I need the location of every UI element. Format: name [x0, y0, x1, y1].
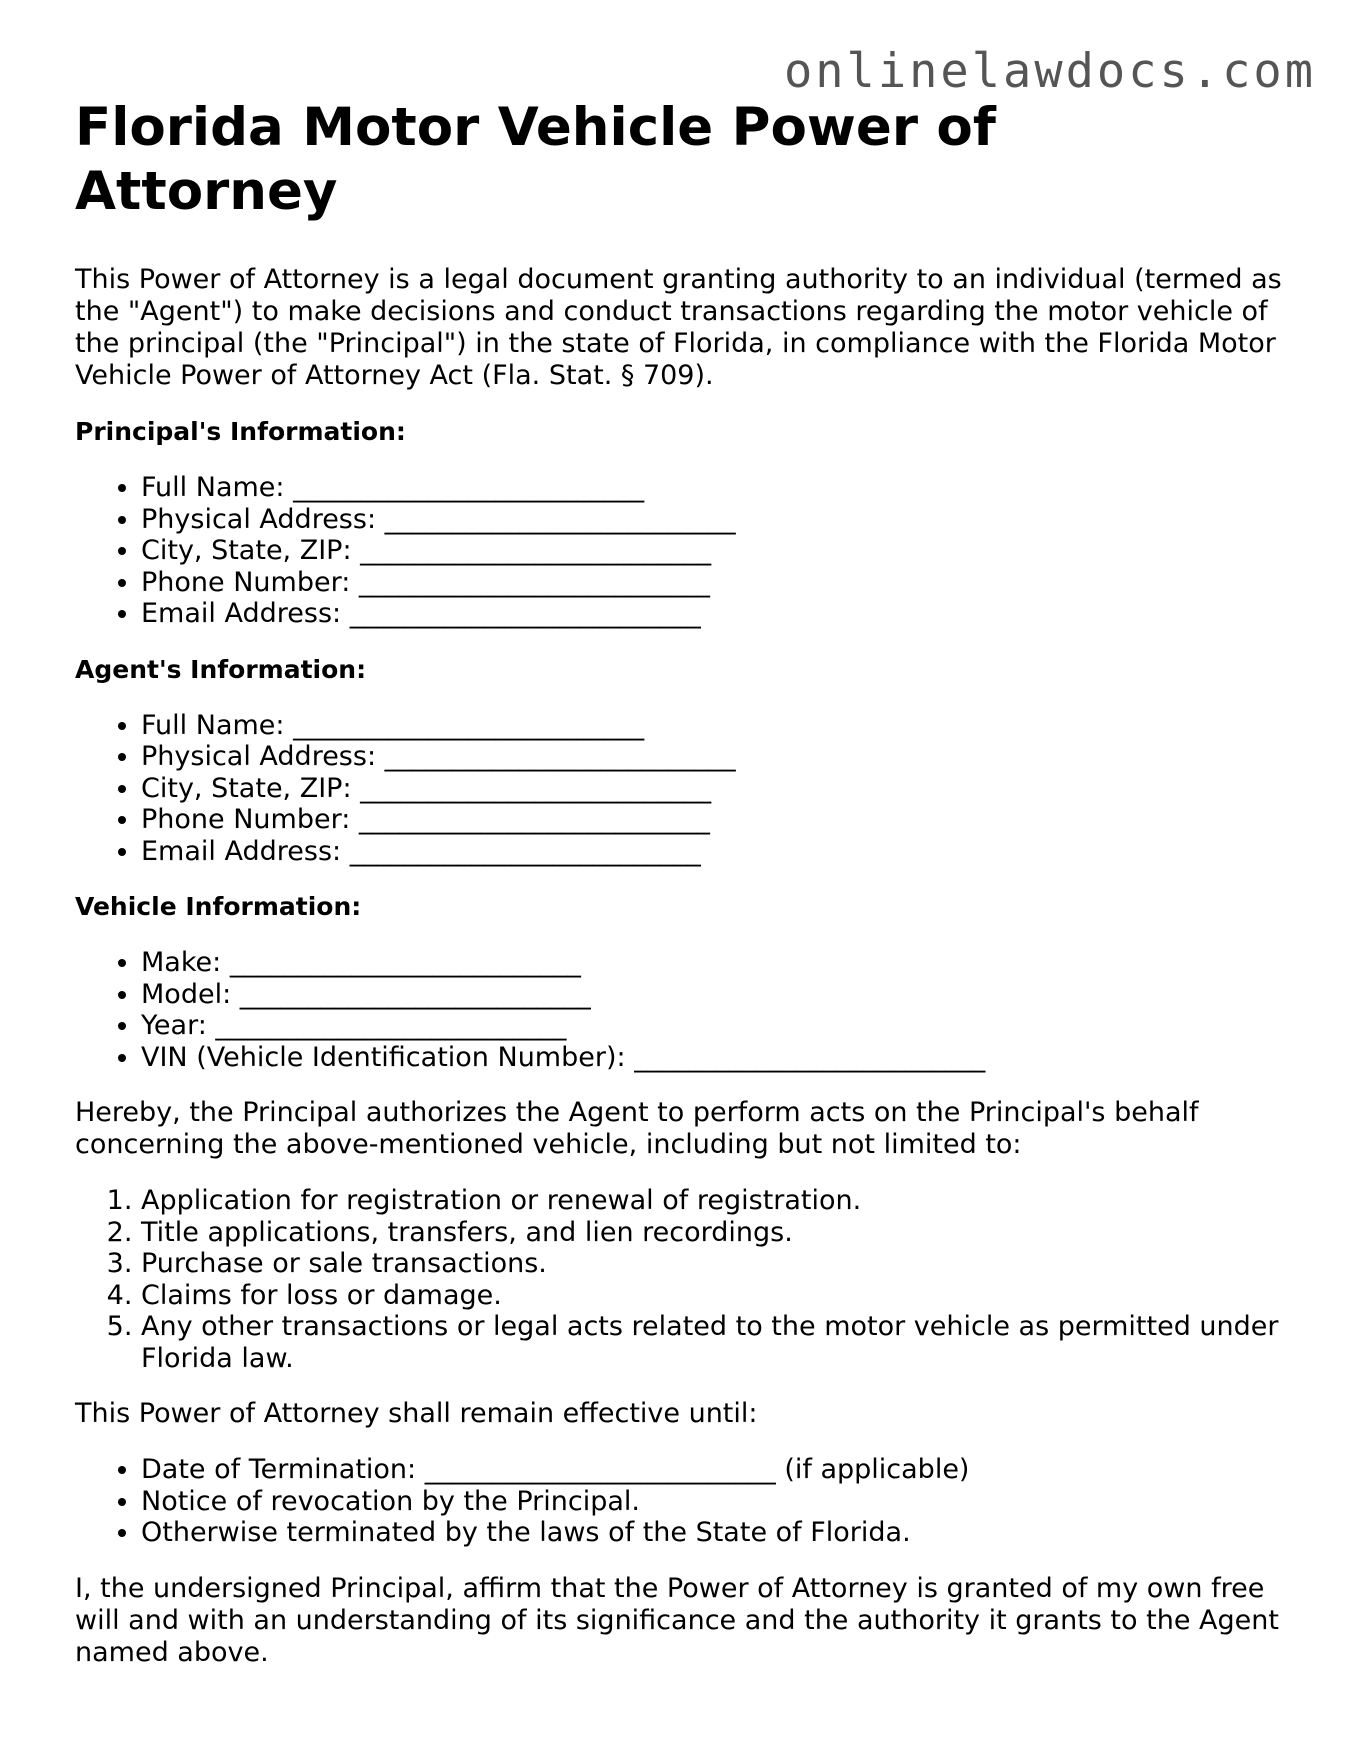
document-title: Florida Motor Vehicle Power of Attorney [75, 97, 996, 222]
agent-phone-field: • Phone Number: __________________________ [141, 804, 1285, 836]
principal-phone-field: • Phone Number: __________________________ [141, 567, 1285, 599]
watermark: onlinelawdocs.com [783, 44, 1316, 99]
authorized-acts-list [75, 1185, 1285, 1374]
termination-item: • Notice of revocation by the Principal. [141, 1486, 1285, 1518]
agent-fields [75, 710, 1285, 868]
blank-line[interactable]: __________________________ [293, 472, 645, 503]
vehicle-vin-field: • VIN (Vehicle Identification Number): __________________________ [141, 1042, 1285, 1074]
authorized-act: 5. Any other transactions or legal acts related to the motor vehicle as permitted under Florida law. [141, 1311, 1285, 1374]
blank-line[interactable]: __________________________ [349, 835, 701, 867]
effective-intro: This Power of Attorney shall remain effective until: [75, 1398, 758, 1429]
authorized-act: 4. Claims for loss or damage. [141, 1280, 1285, 1312]
blank-line[interactable]: __________________________ [424, 1454, 776, 1485]
blank-line[interactable]: __________________________ [215, 1010, 567, 1041]
agent-address-field: • Physical Address: __________________________ [141, 741, 1285, 773]
agent-email-field: • Email Address: __________________________ [141, 836, 1285, 868]
intro-paragraph: This Power of Attorney is a legal document granting authority to an individual (termed as the "Agent") to make decisions and conduct transactions regarding the motor vehicle of the principal (the "Principal") in the state of Florida, in compliance with the Florida Motor Vehicle Power of Attorney Act (Fla. Stat. § 709). [75, 264, 1282, 391]
blank-line[interactable]: __________________________ [349, 598, 701, 629]
termination-item: • Otherwise terminated by the laws of the State of Florida. [141, 1517, 1285, 1549]
authorized-act: 3. Purchase or sale transactions. [141, 1248, 1285, 1280]
principal-email-field: • Email Address: __________________________ [141, 598, 1285, 630]
authorized-act: 1. Application for registration or renewal of registration. [141, 1185, 1285, 1217]
agent-heading: Agent's Information: [75, 654, 367, 684]
agent-city-field: • City, State, ZIP: __________________________ [141, 773, 1285, 805]
blank-line[interactable]: __________________________ [384, 503, 736, 535]
agent-full-name-field: • Full Name: __________________________ [141, 710, 1285, 742]
principal-address-field: • Physical Address: __________________________ [141, 504, 1285, 536]
authorized-act: 2. Title applications, transfers, and lien recordings. [141, 1217, 1285, 1249]
termination-list [75, 1454, 1285, 1549]
vehicle-year-field: • Year: __________________________ [141, 1010, 1285, 1042]
vehicle-model-field: • Model: __________________________ [141, 979, 1285, 1011]
principal-full-name-field: • Full Name: __________________________ [141, 472, 1285, 504]
blank-line[interactable]: __________________________ [229, 947, 581, 978]
authorization-paragraph: Hereby, the Principal authorizes the Agent to perform acts on the Principal's behalf concerning the above-mentioned vehicle, including but not limited to: [75, 1097, 1199, 1160]
termination-date-field: • Date of Termination: __________________________ (if applicable) [141, 1454, 1285, 1486]
blank-line[interactable]: __________________________ [358, 804, 710, 835]
vehicle-make-field: • Make: __________________________ [141, 947, 1285, 979]
blank-line[interactable]: __________________________ [358, 566, 710, 598]
principal-fields [75, 472, 1285, 630]
vehicle-heading: Vehicle Information: [75, 892, 362, 921]
principal-heading: Principal's Information: [75, 417, 406, 446]
blank-line[interactable]: __________________________ [239, 978, 591, 1010]
blank-line[interactable]: __________________________ [634, 1041, 986, 1073]
blank-line[interactable]: __________________________ [360, 535, 712, 566]
vehicle-fields [75, 947, 1285, 1073]
blank-line[interactable]: __________________________ [384, 741, 736, 772]
affirmation-paragraph: I, the undersigned Principal, affirm that the Power of Attorney is granted of my own free will and with an understanding of its significance and the authority it grants to the Agent named above. [75, 1572, 1279, 1668]
blank-line[interactable]: __________________________ [293, 709, 645, 741]
document [75, 96, 1285, 1693]
blank-line[interactable]: __________________________ [360, 772, 712, 804]
principal-city-field: • City, State, ZIP: __________________________ [141, 535, 1285, 567]
